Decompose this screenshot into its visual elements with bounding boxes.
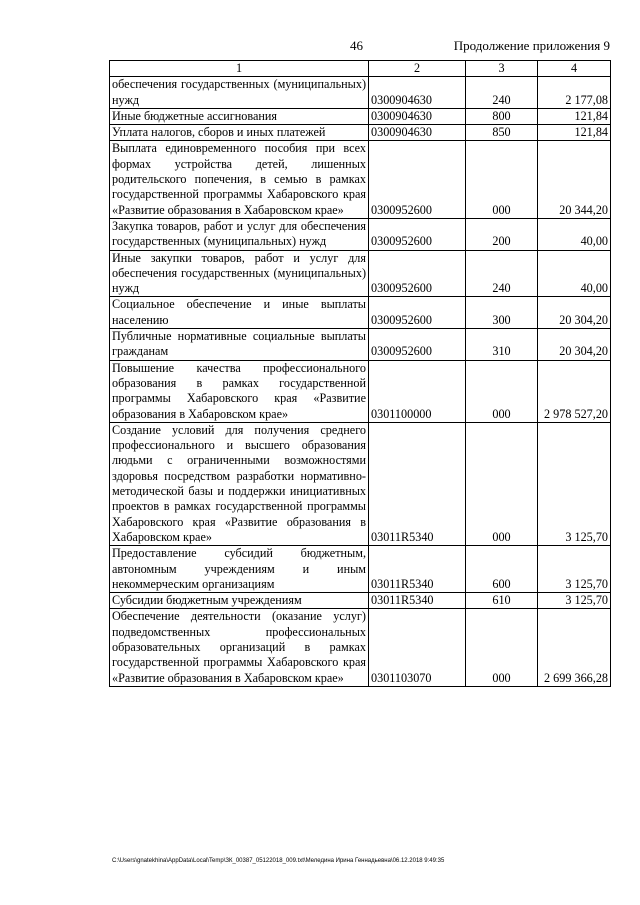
row-name: Иные бюджетные ассигнования: [110, 108, 369, 124]
row-code: 03011R5340: [369, 546, 466, 593]
row-name: Повышение качества профессионального образования в рамках государственной программы Хабаровского края «Развитие образования в Хабаровском крае»: [110, 360, 369, 422]
budget-table: [109, 60, 611, 687]
row-name: Создание условий для получения среднего профессионального и высшего образования людьми с ограниченными возможностями здоровья посредством разработки нормативно-методической базы и поддержки инициативных проектов в рамках государственной программы Хабаровского края «Развитие образования в Хабаровском крае»: [110, 422, 369, 545]
row-type: 000: [466, 141, 538, 218]
table-row: [110, 141, 611, 218]
row-name: Иные закупки товаров, работ и услуг для обеспечения государственных (муниципальных) нужд: [110, 250, 369, 297]
row-code: 0300904630: [369, 125, 466, 141]
row-type: 310: [466, 329, 538, 361]
row-amount: 40,00: [538, 250, 611, 297]
row-name: Выплата единовременного пособия при всех формах устройства детей, лишенных родительского попечения, в семью в рамках государственной программы Хабаровского края «Развитие образования в Хабаровском крае»: [110, 141, 369, 218]
table-row: [110, 329, 611, 361]
row-type: 000: [466, 609, 538, 686]
row-type: 800: [466, 108, 538, 124]
row-amount: 40,00: [538, 218, 611, 250]
column-header-4: 4: [538, 61, 611, 77]
row-amount: 121,84: [538, 125, 611, 141]
table-row: [110, 77, 611, 109]
row-type: 610: [466, 593, 538, 609]
page-header: [0, 38, 640, 58]
row-amount: 3 125,70: [538, 546, 611, 593]
table-row: [110, 250, 611, 297]
column-header-3: 3: [466, 61, 538, 77]
row-name: обеспечения государственных (муниципальных) нужд: [110, 77, 369, 109]
row-code: 0300952600: [369, 250, 466, 297]
table-row: [110, 360, 611, 422]
row-name: Субсидии бюджетным учреждениям: [110, 593, 369, 609]
column-header-1: 1: [110, 61, 369, 77]
row-type: 240: [466, 250, 538, 297]
row-code: 0300952600: [369, 218, 466, 250]
row-type: 200: [466, 218, 538, 250]
row-code: 03011R5340: [369, 593, 466, 609]
table-row: [110, 593, 611, 609]
row-code: 0300952600: [369, 297, 466, 329]
table-row: [110, 422, 611, 545]
column-number-row: [110, 61, 611, 77]
row-type: 240: [466, 77, 538, 109]
row-amount: 20 304,20: [538, 297, 611, 329]
row-amount: 3 125,70: [538, 593, 611, 609]
row-code: 0300952600: [369, 141, 466, 218]
table-row: [110, 108, 611, 124]
continuation-title: Продолжение приложения 9: [453, 38, 610, 53]
page-number: 46: [350, 38, 363, 53]
row-type: 850: [466, 125, 538, 141]
table-row: [110, 218, 611, 250]
row-name: Социальное обеспечение и иные выплаты населению: [110, 297, 369, 329]
row-code: 0300904630: [369, 77, 466, 109]
row-amount: 2 978 527,20: [538, 360, 611, 422]
row-code: 0300952600: [369, 329, 466, 361]
row-name: Предоставление субсидий бюджетным, автономным учреждениям и иным некоммерческим организациям: [110, 546, 369, 593]
row-amount: 3 125,70: [538, 422, 611, 545]
row-code: 0301100000: [369, 360, 466, 422]
row-amount: 20 344,20: [538, 141, 611, 218]
row-code: 03011R5340: [369, 422, 466, 545]
row-type: 000: [466, 422, 538, 545]
row-name: Закупка товаров, работ и услуг для обеспечения государственных (муниципальных) нужд: [110, 218, 369, 250]
row-amount: 20 304,20: [538, 329, 611, 361]
row-amount: 2 699 366,28: [538, 609, 611, 686]
row-name: Обеспечение деятельности (оказание услуг) подведомственных профессиональных образовательных организаций в рамках государственной программы Хабаровского края «Развитие образования в Хабаровском крае»: [110, 609, 369, 686]
table-row: [110, 125, 611, 141]
row-code: 0300904630: [369, 108, 466, 124]
table-row: [110, 297, 611, 329]
row-name: Уплата налогов, сборов и иных платежей: [110, 125, 369, 141]
document-footer-path: C:\Users\gnatekhina\AppData\Local\Temp\ЗК_00387_05122018_009.txt\Меледина Ирина Геннадьевна\06.12.2018 9:49:35: [112, 858, 445, 864]
row-code: 0301103070: [369, 609, 466, 686]
row-type: 000: [466, 360, 538, 422]
table-row: [110, 546, 611, 593]
column-header-2: 2: [369, 61, 466, 77]
row-type: 600: [466, 546, 538, 593]
row-type: 300: [466, 297, 538, 329]
row-amount: 2 177,08: [538, 77, 611, 109]
row-name: Публичные нормативные социальные выплаты гражданам: [110, 329, 369, 361]
row-amount: 121,84: [538, 108, 611, 124]
table-row: [110, 609, 611, 686]
